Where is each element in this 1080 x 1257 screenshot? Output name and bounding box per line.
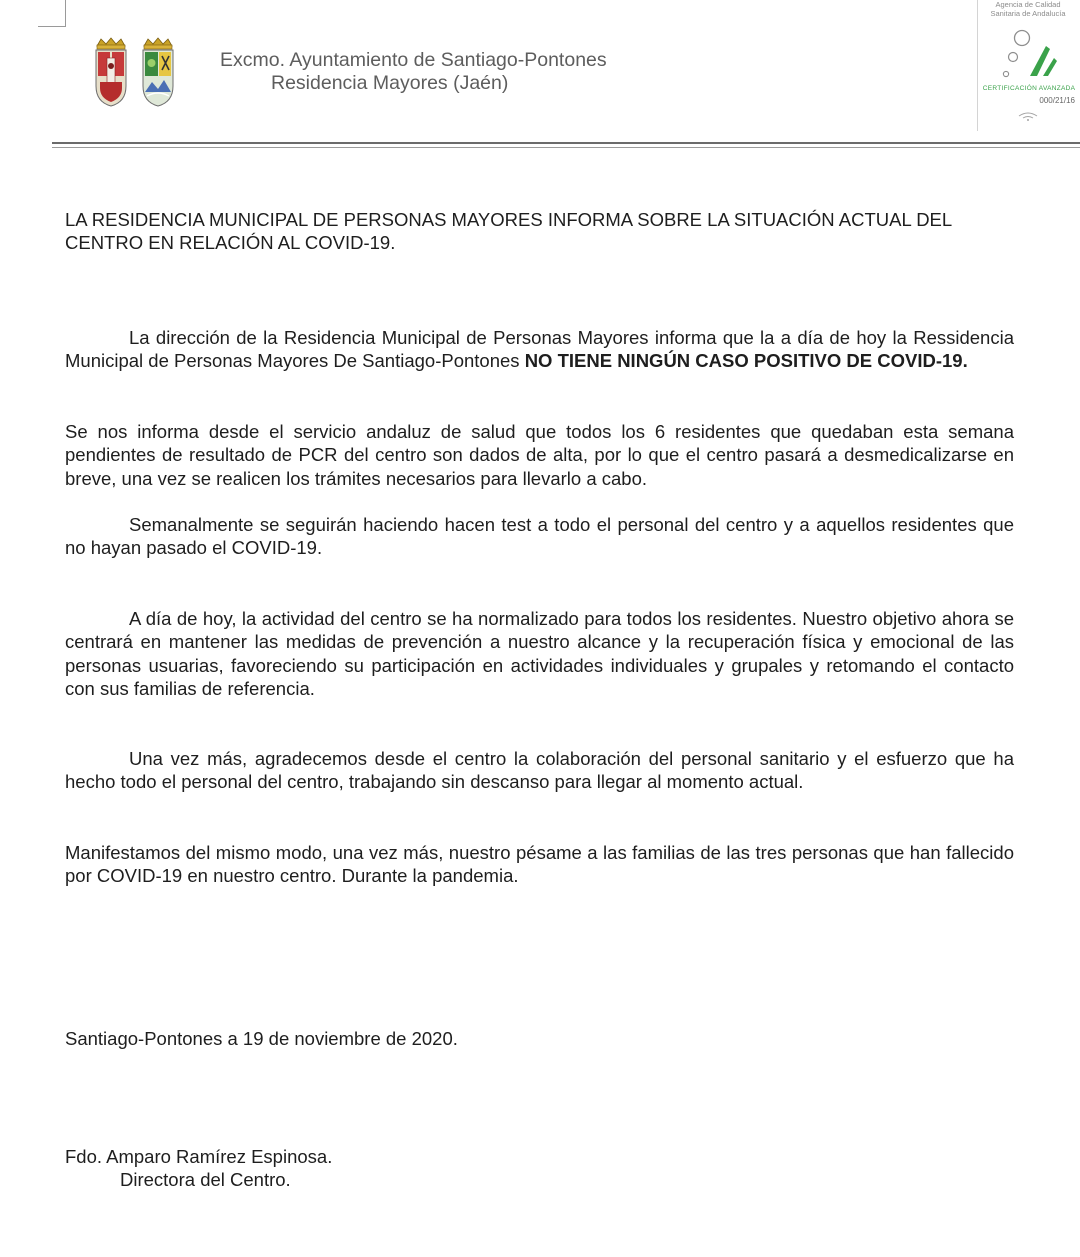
paragraph-status <box>65 326 1014 373</box>
paragraph-status-text <box>65 326 1014 373</box>
document-title-text: LA RESIDENCIA MUNICIPAL DE PERSONAS MAYORES INFORMA SOBRE LA SITUACIÓN ACTUAL DEL CENTRO EN RELACIÓN AL COVID-19. <box>65 209 952 254</box>
coat-of-arms-icon <box>92 36 184 108</box>
certification-badge <box>977 0 1078 131</box>
paragraph-pcr-results-text: Se nos informa desde el servicio andaluz de salud que todos los 6 residentes que quedaban esta semana pendientes de resultado de PCR del centro son dados de alta, por lo que el centro pasará a desmedicalizarse en breve, una vez se realicen los trámites necesarios para llevarlo a cabo. <box>65 421 1014 489</box>
paragraph-activity <box>65 607 1014 700</box>
document-title <box>65 208 1014 255</box>
certification-code: 000/21/16 <box>1039 96 1075 105</box>
letterhead <box>220 49 607 95</box>
signature-block <box>65 1145 1014 1192</box>
header-divider-secondary <box>52 147 1080 148</box>
certification-label: CERTIFICACIÓN AVANZADA <box>982 85 1076 92</box>
signature-role: Directora del Centro. <box>120 1169 291 1191</box>
signature-name: Fdo. Amparo Ramírez Espinosa. <box>65 1146 333 1167</box>
paragraph-activity-text: A día de hoy, la actividad del centro se ha normalizado para todos los residentes. Nuestro objetivo ahora se centrará en mantener las medidas de prevención a nuestro alcance y la recuperación física y emocional de las personas usuarias, favoreciendo su participación en actividades individuales y grupales y retomando el contacto con sus familias de referencia. <box>65 608 1014 699</box>
paragraph-weekly-tests <box>65 513 1014 560</box>
paragraph-status-body: La dirección de la Residencia Municipal de Personas Mayores informa que la a día de hoy la Ressidencia Municipal de Personas Mayores De Santiago-Pontones <box>65 327 1014 372</box>
header-divider <box>52 142 1080 144</box>
paragraph-thanks <box>65 747 1014 794</box>
quality-seal-icon <box>996 24 1066 86</box>
certification-agency-line1: Agencia de Calidad <box>995 0 1061 9</box>
document-date-text: Santiago-Pontones a 19 de noviembre de 2020. <box>65 1028 458 1049</box>
handwritten-mark-icon <box>1015 108 1041 126</box>
letterhead-institution: Excmo. Ayuntamiento de Santiago-Pontones <box>220 49 607 71</box>
paragraph-weekly-tests-text: Semanalmente se seguirán haciendo hacen test a todo el personal del centro y a aquellos residentes que no hayan pasado el COVID-19. <box>65 514 1014 559</box>
document-date <box>65 1027 1014 1050</box>
letterhead-residence: Residencia Mayores (Jaén) <box>271 72 509 94</box>
paragraph-condolences <box>65 841 1014 888</box>
certification-agency-line2: Sanitaria de Andalucía <box>990 9 1066 18</box>
paragraph-thanks-text: Una vez más, agradecemos desde el centro la colaboración del personal sanitario y el esfuerzo que ha hecho todo el personal del centro, trabajando sin descanso para llegar al momento actual. <box>65 748 1014 793</box>
paragraph-status-highlight: NO TIENE NINGÚN CASO POSITIVO DE COVID-19. <box>524 350 968 372</box>
certification-agency <box>980 0 1076 18</box>
paragraph-pcr-results <box>65 420 1014 490</box>
paragraph-condolences-text: Manifestamos del mismo modo, una vez más, nuestro pésame a las familias de las tres personas que han fallecido por COVID-19 en nuestro centro. Durante la pandemia. <box>65 842 1014 887</box>
page-corner-mark <box>38 0 66 27</box>
